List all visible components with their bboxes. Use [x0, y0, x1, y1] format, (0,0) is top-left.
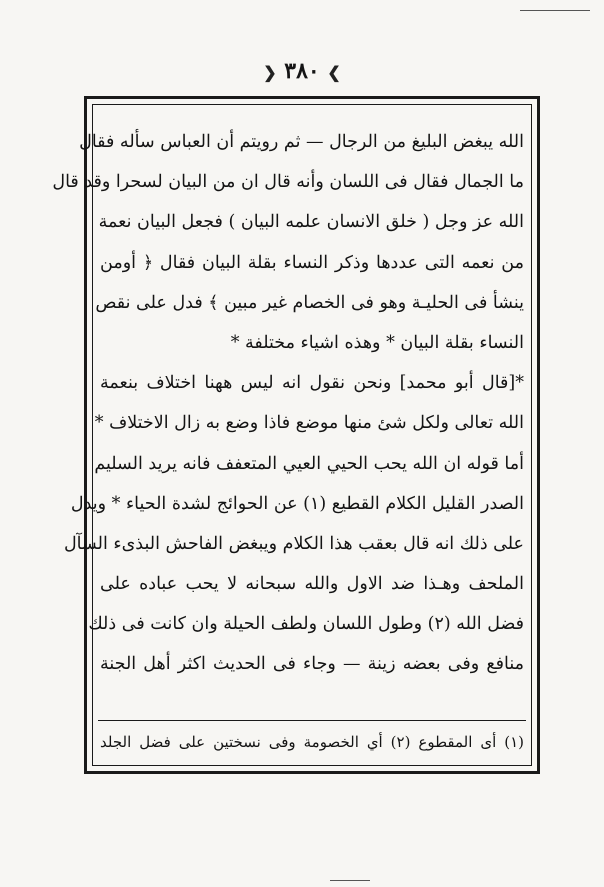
body-line: من نعمه التى عددها وذكر النساء بقلة البيان فقال ﴿ أومن — [100, 252, 524, 273]
page-number-header — [0, 58, 604, 84]
page-number: ٣٨٠ — [284, 58, 320, 84]
body-line: منافع وفى بعضه زينة — وجاء فى الحديث اكثر أهل الجنة — [100, 654, 524, 675]
body-line: الصدر القليل الكلام القطيع (١) عن الحوائج لشدة الحياء * ويدل — [70, 493, 524, 514]
scan-mark-top-right — [520, 10, 590, 11]
body-text — [52, 122, 524, 685]
body-line: الله تعالى ولكل شئ منها موضع فاذا وضع به زال الاختلاف * — [94, 413, 524, 434]
body-line: ما الجمال فقال فى اللسان وأنه قال ان من البيان لسحرا وقد قال — [52, 172, 524, 193]
body-line: الله عز وجل ( خلق الانسان علمه البيان ) فجعل البيان نعمة — [98, 212, 524, 233]
footnotes: (١) أى المقطوع (٢) أي الخصومة وفى نسختين على فضل الجلد — [100, 733, 525, 751]
ornament-left-icon: ❮ — [263, 63, 277, 82]
body-line: النساء بقلة البيان * وهذه اشياء مختلفة * — [230, 332, 524, 353]
body-line: الله يبغض البليغ من الرجال — ثم رويتم أن العباس سأله فقال — [79, 132, 524, 152]
scan-mark-bottom — [330, 880, 370, 881]
body-line: أما قوله ان الله يحب الحيي العيي المتعفف فانه يريد السليم — [94, 453, 524, 474]
body-line: على ذلك انه قال بعقب هذا الكلام ويبغض الفاحش البذىء السآل — [63, 533, 524, 554]
footnote-divider — [98, 720, 526, 721]
body-line: ينشأ فى الحليـة وهو فى الخصام غير مبين ﴾ فدل على نقص — [95, 292, 524, 313]
ornament-right-icon: ❯ — [327, 63, 341, 82]
body-line: *[قال أبو محمد] ونحن نقول انه ليس ههنا اختلاف بنعمة — [100, 373, 524, 394]
body-line: الملحف وهـذا ضد الاول والله سبحانه لا يحب عباده على — [100, 574, 524, 595]
body-line: فضل الله (٢) وطول اللسان ولطف الحيلة وان كانت فى ذلك — [88, 614, 524, 635]
